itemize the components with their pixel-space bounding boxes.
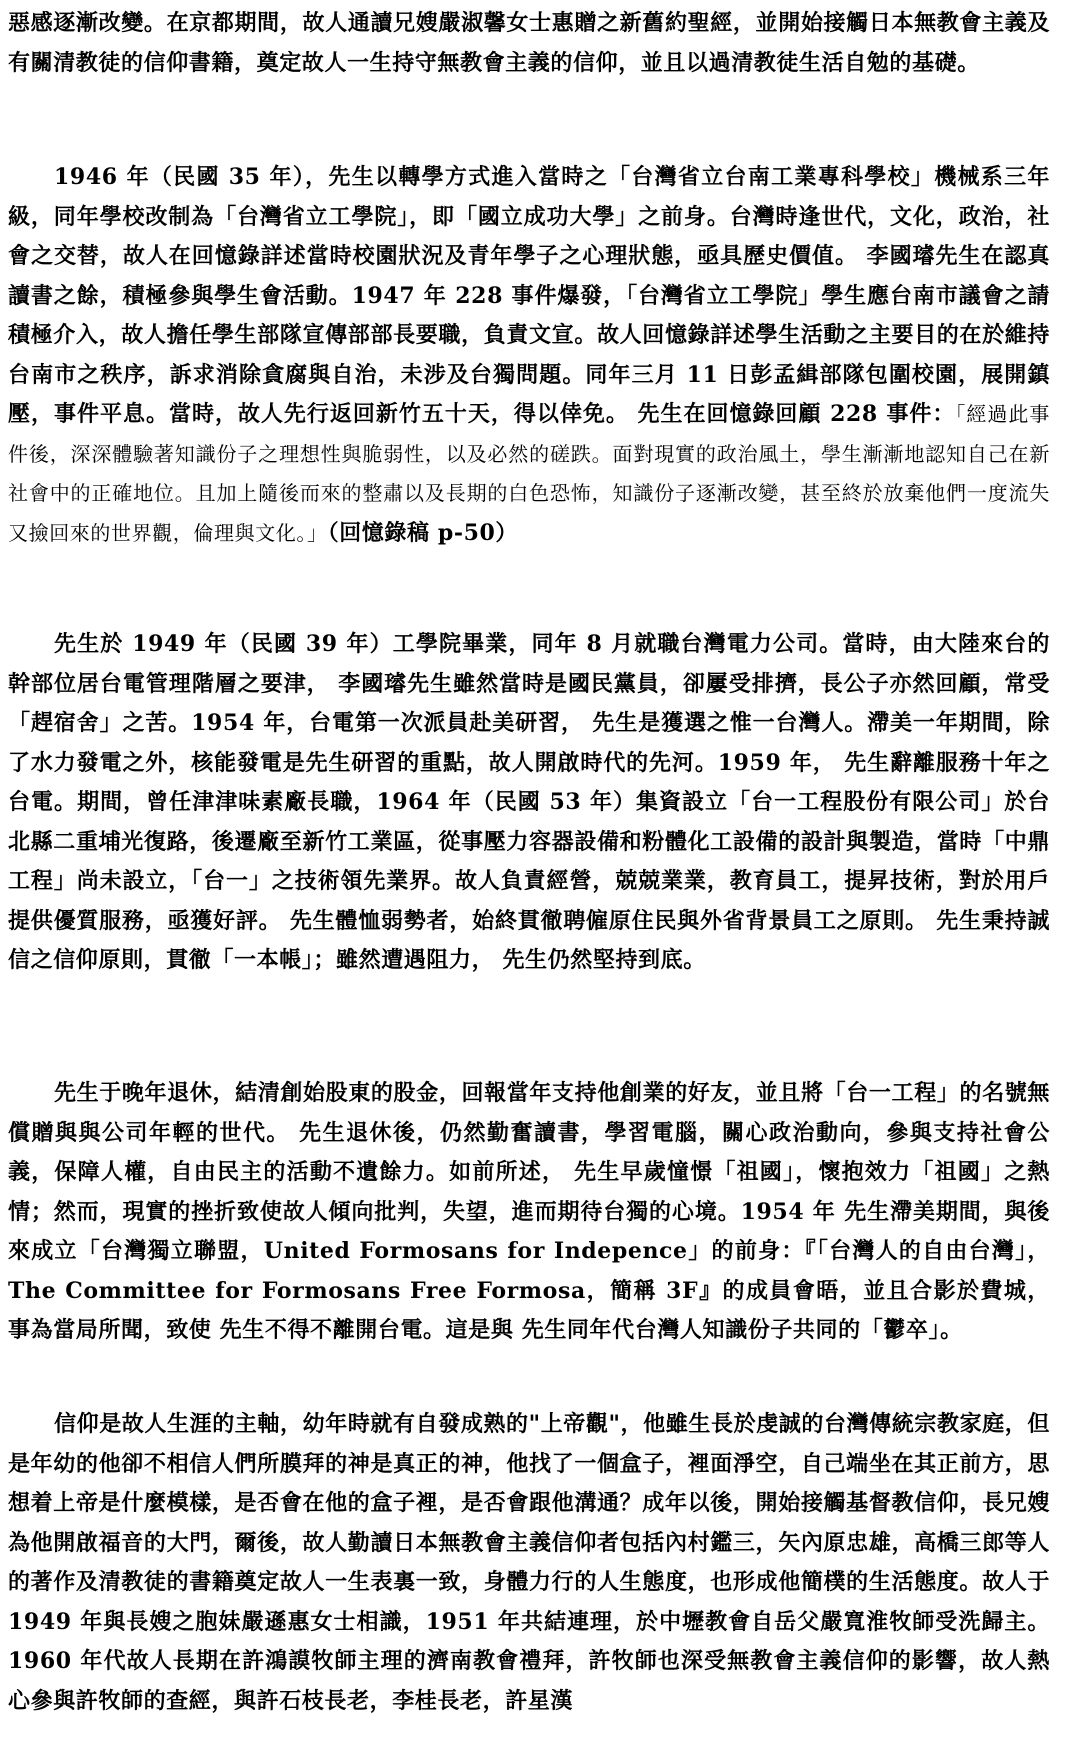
memoir-quote: 「經過此事件後，深深體驗著知識份子之理想性與脆弱性，以及必然的磋跌。面對現實的政治風土，學生漸漸地認知自己在新社會中的正確地位。且加上隨後而來的整肅以及長期的白色恐怖，知識份子逐漸改變，甚至終於放棄他們一度流失又撿回來的世界觀，倫理與文化。」 [8, 402, 1050, 545]
paragraph-faith: 信仰是故人生涯的主軸，幼年時就有自發成熟的"上帝觀"，他雖生長於虔誠的台灣傳統宗教家庭，但是年幼的他卻不相信人們所膜拜的神是真正的神，他找了一個盒子，裡面淨空，自己端坐在其正前方，思想着上帝是什麼模樣，是否會在他的盒子裡，是否會跟他溝通？成年以後，開始接觸基督教信仰，長兄嫂為他開啟福音的大門，爾後，故人勤讀日本無教會主義信仰者包括內村鑑三，矢內原忠雄，高橋三郎等人的著作及清教徒的書籍奠定故人一生表裏一致，身體力行的人生態度，也形成他簡樸的生活態度。故人于 1949 年與長嫂之胞妹嚴遜惠女士相識，1951 年共結連理，於中壢教會自岳父嚴寬淮牧師受洗歸主。1960 年代故人長期在許鴻謨牧師主理的濟南教會禮拜，許牧師也深受無教會主義信仰的影響，故人熱心參與許牧師的查經，與許石枝長老，李桂長老，許星漢 [8, 1411, 1050, 1714]
paragraph-1949-taipower: 先生於 1949 年（民國 39 年）工學院畢業，同年 8 月就職台灣電力公司。當時，由大陸來台的幹部位居台電管理階層之要津， 李國璿先生雖然當時是國民黨員，卻屢受排擠，長公子亦然回顧，常受「趕宿舍」之苦。1954 年，台電第一次派員赴美研習， 先生是獲選之惟一台灣人。滯美一年期間，除了水力發電之外，核能發電是先生研習的重點，故人開啟時代的先河。1959 年， 先生辭離服務十年之台電。期間，曾任津津味素廠長職，1964 年（民國 53 年）集資設立「台一工程股份有限公司」於台北縣二重埔光復路，後遷廠至新竹工業區，從事壓力容器設備和粉體化工設備的設計與製造，當時「中鼎工程」尚未設立，「台一」之技術領先業界。故人負責經營，兢兢業業，教育員工，提昇技術，對於用戶提供優質服務，亟獲好評。 先生體恤弱勢者，始終貫徹聘僱原住民與外省背景員工之原則。 先生秉持誠信之信仰原則，貫徹「一本帳」；雖然遭遇阻力， 先生仍然堅持到底。 [8, 631, 1050, 973]
paragraph-retirement: 先生于晚年退休，結清創始股東的股金，回報當年支持他創業的好友，並且將「台一工程」的名號無償贈與與公司年輕的世代。 先生退休後，仍然勤奮讀書，學習電腦，關心政治動向，參與支持社會公義，保障人權，自由民主的活動不遺餘力。如前所述， 先生早歲憧憬「祖國」，懷抱效力「祖國」之熱情；然而，現實的挫折致使故人傾向批判，失望，進而期待台獨的心境。1954 年 先生滯美期間，與後來成立「台灣獨立聯盟，United Formosans for Indepence」的前身：『「台灣人的自由台灣」，The Committee for Formosans Free Formosa，簡稱 3F』的成員會晤，並且合影於費城，事為當局所聞，致使 先生不得不離開台電。這是與 先生同年代台灣人知識份子共同的「鬱卒」。 [8, 1080, 1050, 1343]
memoir-citation: （回憶錄稿 p-50） [327, 519, 518, 546]
paragraph-1946-college [8, 158, 1050, 553]
paragraph-kyoto-faith: 惡感逐漸改變。在京都期間，故人通讀兄嫂嚴淑馨女士惠贈之新舊約聖經，並開始接觸日本無教會主義及有關清教徒的信仰書籍，奠定故人一生持守無教會主義的信仰，並且以過清教徒生活自勉的基礎。 [8, 10, 1050, 76]
paragraph-1946-main-text: 1946 年（民國 35 年），先生以轉學方式進入當時之「台灣省立台南工業專科學校」機械系三年級，同年學校改制為「台灣省立工學院」，即「國立成功大學」之前身。台灣時逢世代，文化，政治，社會之交替，故人在回憶錄詳述當時校園狀況及青年學子之心理狀態，亟具歷史價值。 李國璿先生在認真讀書之餘，積極參與學生會活動。1947 年 228 事件爆發，「台灣省立工學院」學生應台南市議會之請積極介入，故人擔任學生部隊宣傳部部長要職，負責文宣。故人回憶錄詳述學生活動之主要目的在於維持台南市之秩序，訴求消除貪腐與自治，未涉及台獨問題。同年三月 11 日彭孟緝部隊包圍校園，展開鎮壓，事件平息。當時，故人先行返回新竹五十天，得以倖免。 先生在回憶錄回顧 228 事件： [8, 164, 1050, 427]
